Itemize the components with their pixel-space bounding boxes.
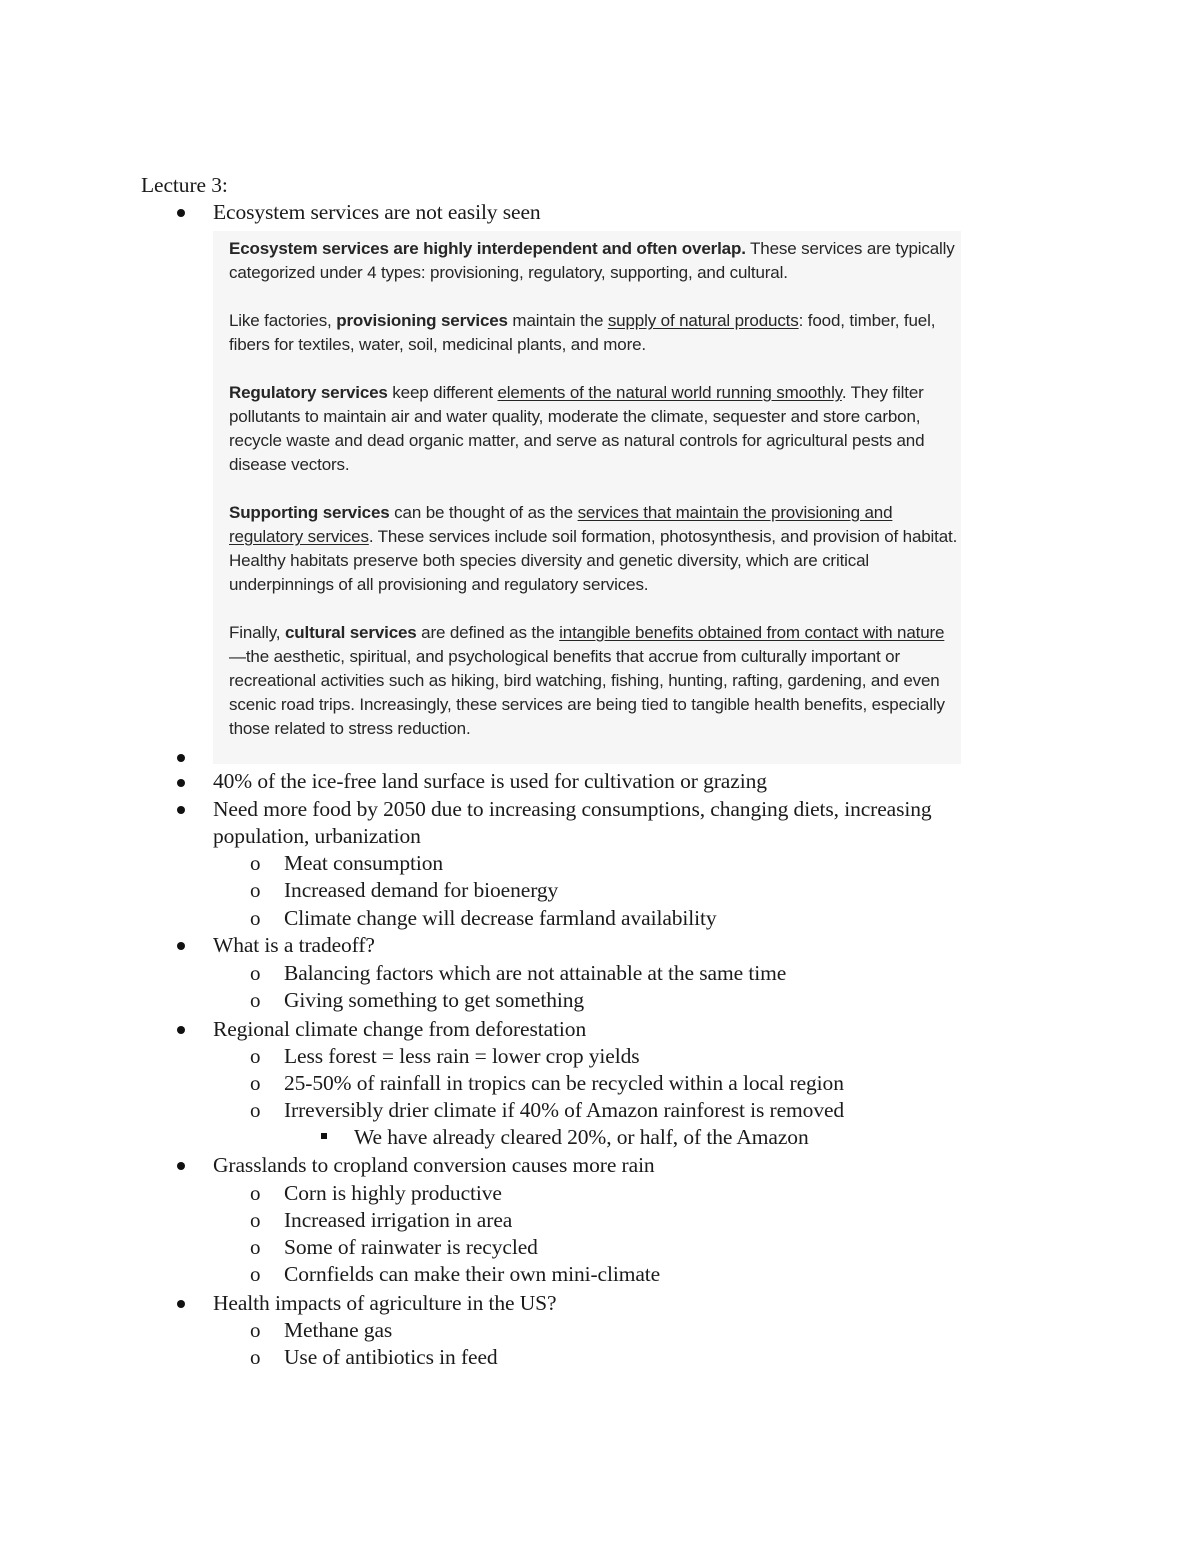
sub-item: Cornfields can make their own mini-climate bbox=[284, 1262, 661, 1286]
sub-bullet-marker: o bbox=[250, 1208, 261, 1232]
sub-bullet-marker: o bbox=[250, 1181, 261, 1205]
bullet-icon bbox=[177, 1162, 185, 1170]
sub-bullet-marker: o bbox=[250, 851, 261, 875]
bullet-item-6: Regional climate change from deforestation bbox=[213, 1017, 587, 1041]
bullet-item-4-line-1: Need more food by 2050 due to increasing consumptions, changing diets, increasing bbox=[213, 797, 932, 821]
bullet-item-4-line-2: population, urbanization bbox=[213, 824, 421, 848]
bullet-icon bbox=[177, 1300, 185, 1308]
sub-bullet-marker: o bbox=[250, 1098, 261, 1122]
bullet-icon bbox=[177, 209, 185, 217]
sub-bullet-marker: o bbox=[250, 961, 261, 985]
sub-bullet-marker: o bbox=[250, 906, 261, 930]
sub-item: Irreversibly drier climate if 40% of Amazon rainforest is removed bbox=[284, 1098, 845, 1122]
sub-bullet-marker: o bbox=[250, 988, 261, 1012]
bullet-item-7: Grasslands to cropland conversion causes more rain bbox=[213, 1153, 655, 1177]
sub-item: 25-50% of rainfall in tropics can be recycled within a local region bbox=[284, 1071, 844, 1095]
sub-sub-item: We have already cleared 20%, or half, of the Amazon bbox=[354, 1125, 809, 1149]
sub-bullet-marker: o bbox=[250, 1318, 261, 1342]
sub-item: Less forest = less rain = lower crop yields bbox=[284, 1044, 640, 1068]
image-paragraph-5: Finally, cultural services are defined as the intangible benefits obtained from contact with nature—the aesthetic, spiritual, and psychological benefits that accrue from culturally important or recreational activities such as hiking, bird watching, fishing, hunting, rafting, gardening, and even scenic road trips. Increasingly, these services are being tied to tangible health benefits, especially those related to stress reduction. bbox=[229, 623, 945, 738]
bullet-icon bbox=[177, 779, 185, 787]
bullet-icon bbox=[177, 1026, 185, 1034]
page-title: Lecture 3: bbox=[141, 173, 228, 197]
image-paragraph-4: Supporting services can be thought of as the services that maintain the provisioning and regulatory services. These services include soil formation, photosynthesis, and provision of habitat. Healthy habitats preserve both species diversity and genetic diversity, which are critical underpinnings of all provisioning and regulatory services. bbox=[229, 503, 958, 594]
bullet-item-1: Ecosystem services are not easily seen bbox=[213, 200, 541, 224]
sub-item: Giving something to get something bbox=[284, 988, 585, 1012]
sub-item: Methane gas bbox=[284, 1318, 393, 1342]
sub-item: Balancing factors which are not attainable at the same time bbox=[284, 961, 787, 985]
embedded-text-image bbox=[213, 231, 961, 764]
sub-item: Climate change will decrease farmland availability bbox=[284, 906, 717, 930]
square-bullet-icon bbox=[321, 1133, 327, 1139]
sub-item: Use of antibiotics in feed bbox=[284, 1345, 498, 1369]
bullet-icon bbox=[177, 806, 185, 814]
sub-bullet-marker: o bbox=[250, 1235, 261, 1259]
bullet-icon bbox=[177, 754, 185, 762]
image-paragraph-1: Ecosystem services are highly interdependent and often overlap. These services are typically categorized under 4 types: provisioning, regulatory, supporting, and cultural. bbox=[229, 239, 955, 282]
sub-item: Corn is highly productive bbox=[284, 1181, 502, 1205]
sub-bullet-marker: o bbox=[250, 1345, 261, 1369]
bullet-item-5: What is a tradeoff? bbox=[213, 933, 375, 957]
sub-item: Meat consumption bbox=[284, 851, 444, 875]
bullet-icon bbox=[177, 942, 185, 950]
sub-bullet-marker: o bbox=[250, 1262, 261, 1286]
bullet-item-3: 40% of the ice-free land surface is used for cultivation or grazing bbox=[213, 769, 767, 793]
sub-item: Some of rainwater is recycled bbox=[284, 1235, 538, 1259]
sub-item: Increased irrigation in area bbox=[284, 1208, 513, 1232]
sub-bullet-marker: o bbox=[250, 1071, 261, 1095]
bullet-item-8: Health impacts of agriculture in the US? bbox=[213, 1291, 557, 1315]
image-paragraph-3: Regulatory services keep different elements of the natural world running smoothly. They filter pollutants to maintain air and water quality, moderate the climate, sequester and store carbon, recycle waste and dead organic matter, and serve as natural controls for agricultural pests and disease vectors. bbox=[229, 383, 925, 474]
image-paragraph-2: Like factories, provisioning services maintain the supply of natural products: food, timber, fuel, fibers for textiles, water, soil, medicinal plants, and more. bbox=[229, 311, 936, 354]
sub-bullet-marker: o bbox=[250, 878, 261, 902]
sub-item: Increased demand for bioenergy bbox=[284, 878, 559, 902]
sub-bullet-marker: o bbox=[250, 1044, 261, 1068]
